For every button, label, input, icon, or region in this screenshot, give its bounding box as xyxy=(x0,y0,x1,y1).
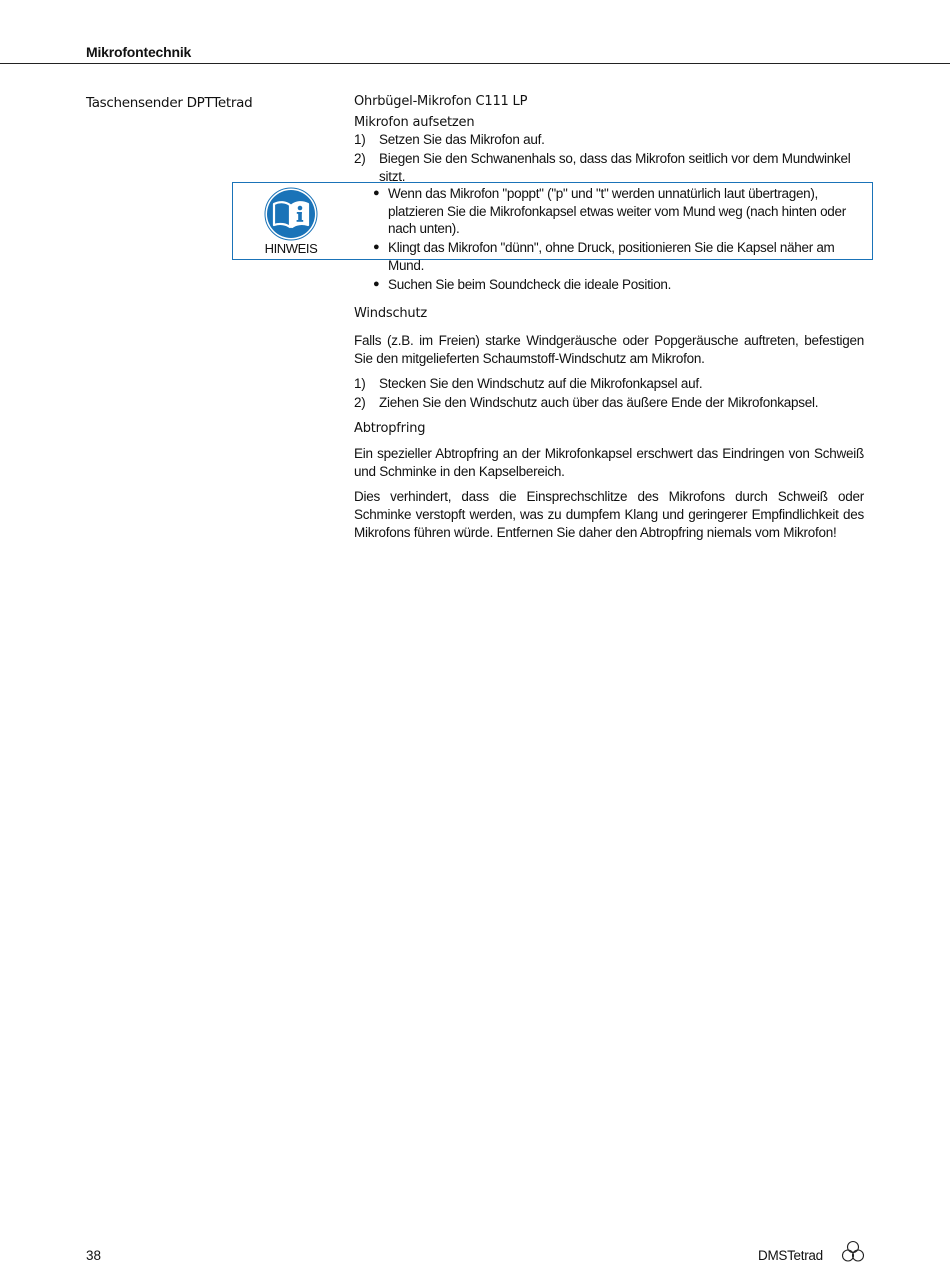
side-section-label: Taschensender DPTTetrad xyxy=(86,95,253,111)
section-subtitle: Mikrofon aufsetzen xyxy=(354,115,475,130)
step-text: Biegen Sie den Schwanenhals so, dass das Mikrofon seitlich vor dem Mundwinkel sitzt. xyxy=(379,150,851,184)
paragraph: Dies verhindert, dass die Einsprechschlitze des Mikrofons durch Schweiß oder Schminke verstopft werden, was zu dumpfem Klang und geringerer Empfindlichkeit des Mikrofons führen würde. Entfernen Sie daher den Abtropfring niemals vom Mikrofon! xyxy=(354,489,864,540)
step-text: Stecken Sie den Windschutz auf die Mikrofonkapsel auf. xyxy=(379,376,703,391)
steps-list xyxy=(354,375,864,412)
step-number: 2) xyxy=(354,394,366,410)
paragraph: Ein spezieller Abtropfring an der Mikrofonkapsel erschwert das Eindringen von Schweiß und Schminke in den Kapselbereich. xyxy=(354,446,864,479)
tetrad-logo-icon xyxy=(841,1240,865,1269)
info-book-icon xyxy=(264,187,318,246)
hint-box xyxy=(232,182,873,292)
list-item xyxy=(373,276,871,294)
list-item xyxy=(354,394,864,413)
page-number: 38 xyxy=(86,1248,102,1263)
list-item xyxy=(354,375,864,394)
list-item xyxy=(354,150,864,187)
page-header-title: Mikrofontechnik xyxy=(86,44,192,60)
steps-list xyxy=(354,131,864,187)
list-item xyxy=(373,239,871,274)
step-text: Ziehen Sie den Windschutz auch über das äußere Ende der Mikrofonkapsel. xyxy=(379,394,819,410)
step-text: Setzen Sie das Mikrofon auf. xyxy=(379,132,545,147)
hint-text: Suchen Sie beim Soundcheck die ideale Position. xyxy=(388,276,672,292)
step-number: 2) xyxy=(354,150,366,166)
list-item xyxy=(373,185,871,238)
header-divider xyxy=(0,63,950,64)
section-title: Abtropfring xyxy=(354,421,426,436)
section-mikrofon-aufsetzen xyxy=(354,94,864,187)
section-title: Ohrbügel-Mikrofon C111 LP xyxy=(354,94,528,109)
section-abtropfring xyxy=(354,421,864,542)
hint-list xyxy=(373,185,871,295)
bullet-icon: ● xyxy=(373,187,380,199)
section-title: Windschutz xyxy=(354,306,427,321)
footer-brand: DMSTetrad xyxy=(758,1248,823,1263)
list-item xyxy=(354,131,864,150)
hint-text: Klingt das Mikrofon "dünn", ohne Druck, positionieren Sie die Kapsel näher am Mund. xyxy=(388,240,835,273)
hint-text: Wenn das Mikrofon "poppt" ("p" und "t" werden unnatürlich laut übertragen), platzieren Sie die Mikrofonkapsel etwas weiter vom Mund weg (nach hinten oder nach unten). xyxy=(388,186,846,236)
step-number: 1) xyxy=(354,376,366,391)
hint-label: HINWEIS xyxy=(264,241,318,256)
section-windschutz xyxy=(354,306,864,412)
paragraph: Falls (z.B. im Freien) starke Windgeräusche oder Popgeräusche auftreten, befestigen Sie den mitgelieferten Schaumstoff-Windschutz am Mikrofon. xyxy=(354,333,864,366)
bullet-icon: ● xyxy=(373,277,380,290)
step-number: 1) xyxy=(354,132,366,147)
bullet-icon: ● xyxy=(373,241,380,253)
